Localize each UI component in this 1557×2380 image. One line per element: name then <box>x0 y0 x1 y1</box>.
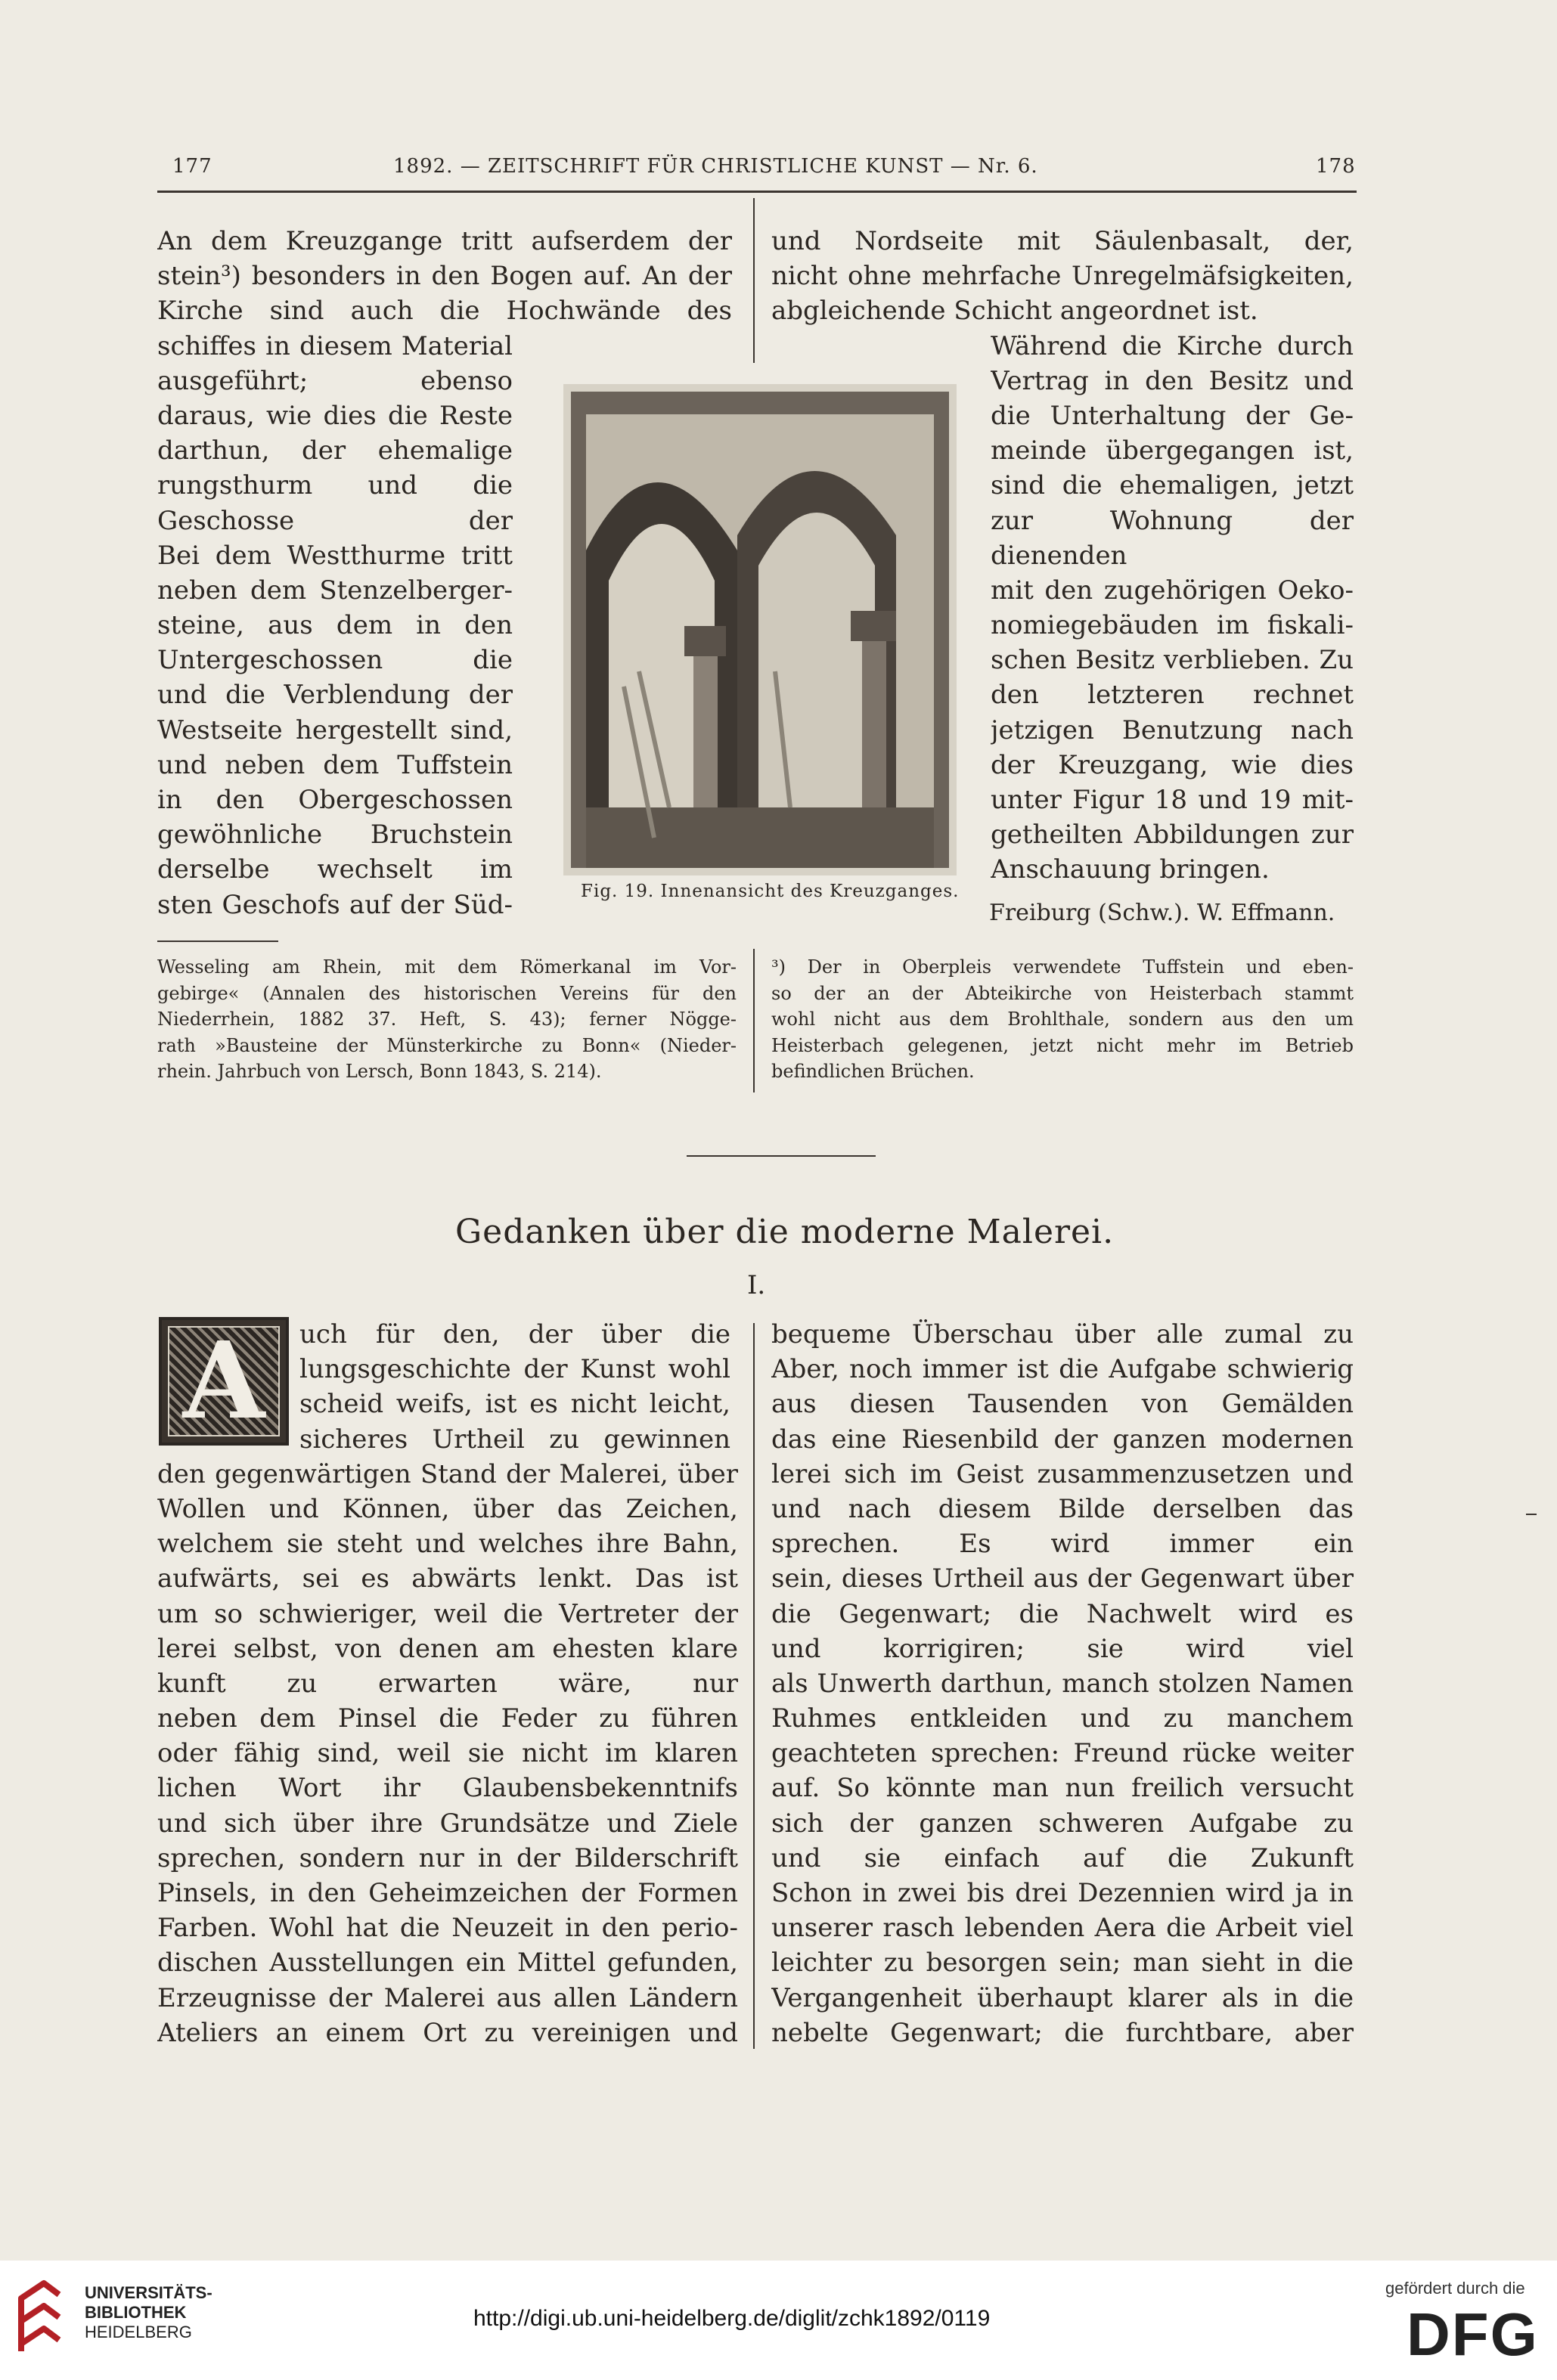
text-line: der Kreuzgang, wie dies <box>991 749 1354 780</box>
text-line: das eine Riesenbild der ganzen modernen <box>771 1424 1354 1455</box>
text-line: Untergeschossen die <box>157 645 513 676</box>
text-line: neben dem Stenzelberger- <box>157 575 513 606</box>
text-line: in den Obergeschossen <box>157 785 513 815</box>
text-line: lichen Wort ihr Glaubensbekenntnifs <box>157 1773 738 1804</box>
footnote-rule <box>157 941 278 942</box>
text-line: rungsthurm und die <box>157 470 513 501</box>
text-line: sicheres Urtheil zu gewinnen <box>299 1424 730 1455</box>
text-line: bequeme Überschau über alle zumal zu <box>771 1319 1354 1350</box>
section-separator <box>687 1155 876 1157</box>
margin-mark <box>1526 1514 1537 1515</box>
text-line: den letzteren rechnet <box>991 680 1354 711</box>
text-line: Aber, noch immer ist die Aufgabe schwierig <box>771 1354 1354 1385</box>
text-line: Bei dem Westthurme tritt <box>157 540 513 571</box>
text-line: und neben dem Tuffstein <box>157 749 513 780</box>
text-line: Schon in zwei bis drei Dezennien wird ja in <box>771 1878 1354 1908</box>
footnote-right <box>771 954 1354 1085</box>
text-line: schen Besitz verblieben. Zu <box>991 645 1354 676</box>
text-line: gewöhnliche Bruchstein <box>157 820 513 851</box>
text-line: und sich über ihre Grundsätze und Ziele <box>157 1808 738 1839</box>
text-line: lungsgeschichte der Kunst wohl <box>299 1354 730 1385</box>
text-line: Kirche sind auch die Hochwände des <box>157 296 732 327</box>
text-line: rhein. Jahrbuch von Lersch, Bonn 1843, S. 214). <box>157 1061 602 1082</box>
text-line: nomiegebäuden im fiskali- <box>991 610 1354 641</box>
library-name <box>85 2283 212 2342</box>
page-number-left: 177 <box>172 155 212 178</box>
text-line: lerei sich im Geist zusammenzusetzen und <box>771 1458 1354 1489</box>
text-line: und die Verblendung der <box>157 680 513 711</box>
text-line: daraus, wie dies die Reste <box>157 400 513 431</box>
text-line: Wollen und Können, über das Zeichen, <box>157 1493 738 1524</box>
text-line: scheid weifs, ist es nicht leicht, <box>299 1389 730 1420</box>
text-line: befindlichen Brüchen. <box>771 1061 975 1082</box>
text-line: schiffes in diesem Material <box>157 330 513 361</box>
text-line: und sie einfach auf die Zukunft <box>771 1842 1354 1873</box>
figure-19 <box>563 384 957 875</box>
text-line: dienenden <box>991 540 1127 571</box>
article-part: I. <box>747 1270 766 1300</box>
page-number-right: 178 <box>1316 155 1356 178</box>
text-line: die Gegenwart; die Nachwelt wird es <box>771 1598 1354 1629</box>
text-line: jetzigen Benutzung nach <box>991 714 1354 745</box>
text-line: Vergangenheit überhaupt klarer als in die <box>771 1982 1354 2013</box>
dfg-logo: DFG <box>1407 2301 1539 2368</box>
text-line: kunft zu erwarten wäre, nur <box>157 1668 738 1699</box>
text-line: sprechen, sondern nur in der Bilderschrift <box>157 1842 738 1873</box>
text-line: Erzeugnisse der Malerei aus allen Ländern <box>157 1982 738 2013</box>
text-line: getheilten Abbildungen zur <box>991 820 1354 851</box>
initial-letter: A <box>182 1319 265 1443</box>
text-line: den gegenwärtigen Stand der Malerei, über <box>157 1458 738 1489</box>
column-divider-bottom <box>753 1323 755 2049</box>
text-line: geachteten sprechen: Freund rücke weiter <box>771 1738 1354 1769</box>
text-line: derselbe wechselt im <box>157 854 513 885</box>
text-line: und nach diesem Bilde derselben das <box>771 1493 1354 1524</box>
figure-caption: Fig. 19. Innenansicht des Kreuzganges. <box>581 882 960 901</box>
text-line: sten Geschofs auf der Süd- <box>157 889 513 920</box>
permalink-url[interactable]: http://digi.ub.uni-heidelberg.de/diglit/zchk1892/0119 <box>473 2306 991 2331</box>
text-line: nebelte Gegenwart; die furchtbare, aber <box>771 2017 1354 2048</box>
text-line: mit den zugehörigen Oeko- <box>991 575 1354 606</box>
text-line: An dem Kreuzgange tritt aufserdem der <box>157 226 732 256</box>
text-line: auf. So könnte man nun freilich versucht <box>771 1773 1354 1804</box>
text-line: Farben. Wohl hat die Neuzeit in den perio- <box>157 1913 738 1944</box>
text-line: zur Wohnung der <box>991 505 1354 536</box>
article-title: Gedanken über die moderne Malerei. <box>455 1213 1115 1251</box>
author-signature: Freiburg (Schw.). W. Effmann. <box>989 900 1335 926</box>
article-left-column <box>157 1317 738 2050</box>
footnote-left <box>157 954 737 1085</box>
library-name-line1: UNIVERSITÄTS- <box>85 2283 212 2302</box>
column-divider <box>753 198 755 363</box>
text-line: sich der ganzen schweren Aufgabe zu <box>771 1808 1354 1839</box>
text-line: gebirge« (Annalen des historischen Vereins für den <box>157 982 737 1004</box>
text-line: um so schwieriger, weil die Vertreter der <box>157 1598 738 1629</box>
text-line: Anschauung bringen. <box>991 854 1270 885</box>
funded-by-label: gefördert durch die <box>1385 2279 1525 2298</box>
running-title: 1892. — ZEITSCHRIFT FÜR CHRISTLICHE KUNST — Nr. 6. <box>393 155 1038 178</box>
text-line: aufwärts, sei es abwärts lenkt. Das ist <box>157 1563 738 1594</box>
text-line: oder fähig sind, weil sie nicht im klaren <box>157 1738 738 1769</box>
text-line: darthun, der ehemalige <box>157 435 513 466</box>
text-line: aus diesen Tausenden von Gemälden <box>771 1389 1354 1420</box>
text-line: Heisterbach gelegenen, jetzt nicht mehr im Betrieb <box>771 1034 1354 1056</box>
library-logo-icon <box>14 2276 67 2359</box>
header-rule <box>157 191 1357 193</box>
text-line: Geschosse der <box>157 505 513 536</box>
text-line: und korrigiren; sie wird viel <box>771 1633 1354 1664</box>
text-line: leichter zu besorgen sein; man sieht in die <box>771 1948 1354 1979</box>
text-line: wohl nicht aus dem Brohlthale, sondern aus den um <box>771 1009 1354 1030</box>
text-line: Pinsels, in den Geheimzeichen der Formen <box>157 1878 738 1908</box>
text-line: stein³) besonders in den Bogen auf. An der <box>157 261 732 292</box>
library-name-line2: BIBLIOTHEK <box>85 2303 187 2322</box>
text-line: Wesseling am Rhein, mit dem Römerkanal im Vor- <box>157 956 737 978</box>
article-right-column <box>771 1317 1354 2050</box>
text-line: Ruhmes entkleiden und zu manchem <box>771 1703 1354 1734</box>
text-line: abgleichende Schicht angeordnet ist. <box>771 296 1258 327</box>
text-line: so der an der Abteikirche von Heisterbach stammt <box>771 982 1354 1004</box>
text-line: neben dem Pinsel die Feder zu führen <box>157 1703 738 1734</box>
text-line: sind die ehemaligen, jetzt <box>991 470 1354 501</box>
text-line: Westseite hergestellt sind, <box>157 714 513 745</box>
text-line: rath »Bausteine der Münsterkirche zu Bonn« (Nieder- <box>157 1034 737 1056</box>
footnote-divider <box>753 949 755 1092</box>
text-line: lerei selbst, von denen am ehesten klare <box>157 1633 738 1664</box>
text-line: Ateliers an einem Ort zu vereinigen und <box>157 2017 738 2048</box>
text-line: steine, aus dem in den <box>157 610 513 641</box>
digitization-footer <box>0 2261 1557 2380</box>
text-line: und Nordseite mit Säulenbasalt, der, <box>771 226 1354 256</box>
text-line: dischen Ausstellungen ein Mittel gefunden, <box>157 1948 738 1979</box>
text-line: welchem sie steht und welches ihre Bahn, <box>157 1529 738 1560</box>
text-line: unserer rasch lebenden Aera die Arbeit viel <box>771 1913 1354 1944</box>
text-line: sprechen. Es wird immer ein <box>771 1529 1354 1560</box>
text-line: Während die Kirche durch <box>991 330 1354 361</box>
text-line: meinde übergegangen ist, <box>991 435 1354 466</box>
text-line: Vertrag in den Besitz und <box>991 365 1354 396</box>
text-line: ausgeführt; ebenso <box>157 365 513 396</box>
text-line: uch für den, der über die <box>299 1319 730 1350</box>
text-line: nicht ohne mehrfache Unregelmäfsigkeiten, <box>771 261 1354 292</box>
text-line: sein, dieses Urtheil aus der Gegenwart über <box>771 1563 1354 1594</box>
text-line: Niederrhein, 1882 37. Heft, S. 43); ferner Nögge- <box>157 1009 737 1030</box>
text-line: ³) Der in Oberpleis verwendete Tuffstein und eben- <box>771 956 1354 978</box>
cloister-photograph <box>563 384 957 875</box>
text-line: die Unterhaltung der Ge- <box>991 400 1354 431</box>
text-line: als Unwerth darthun, manch stolzen Namen <box>771 1668 1354 1699</box>
text-line: unter Figur 18 und 19 mit- <box>991 785 1354 815</box>
library-name-line3: HEIDELBERG <box>85 2323 192 2341</box>
